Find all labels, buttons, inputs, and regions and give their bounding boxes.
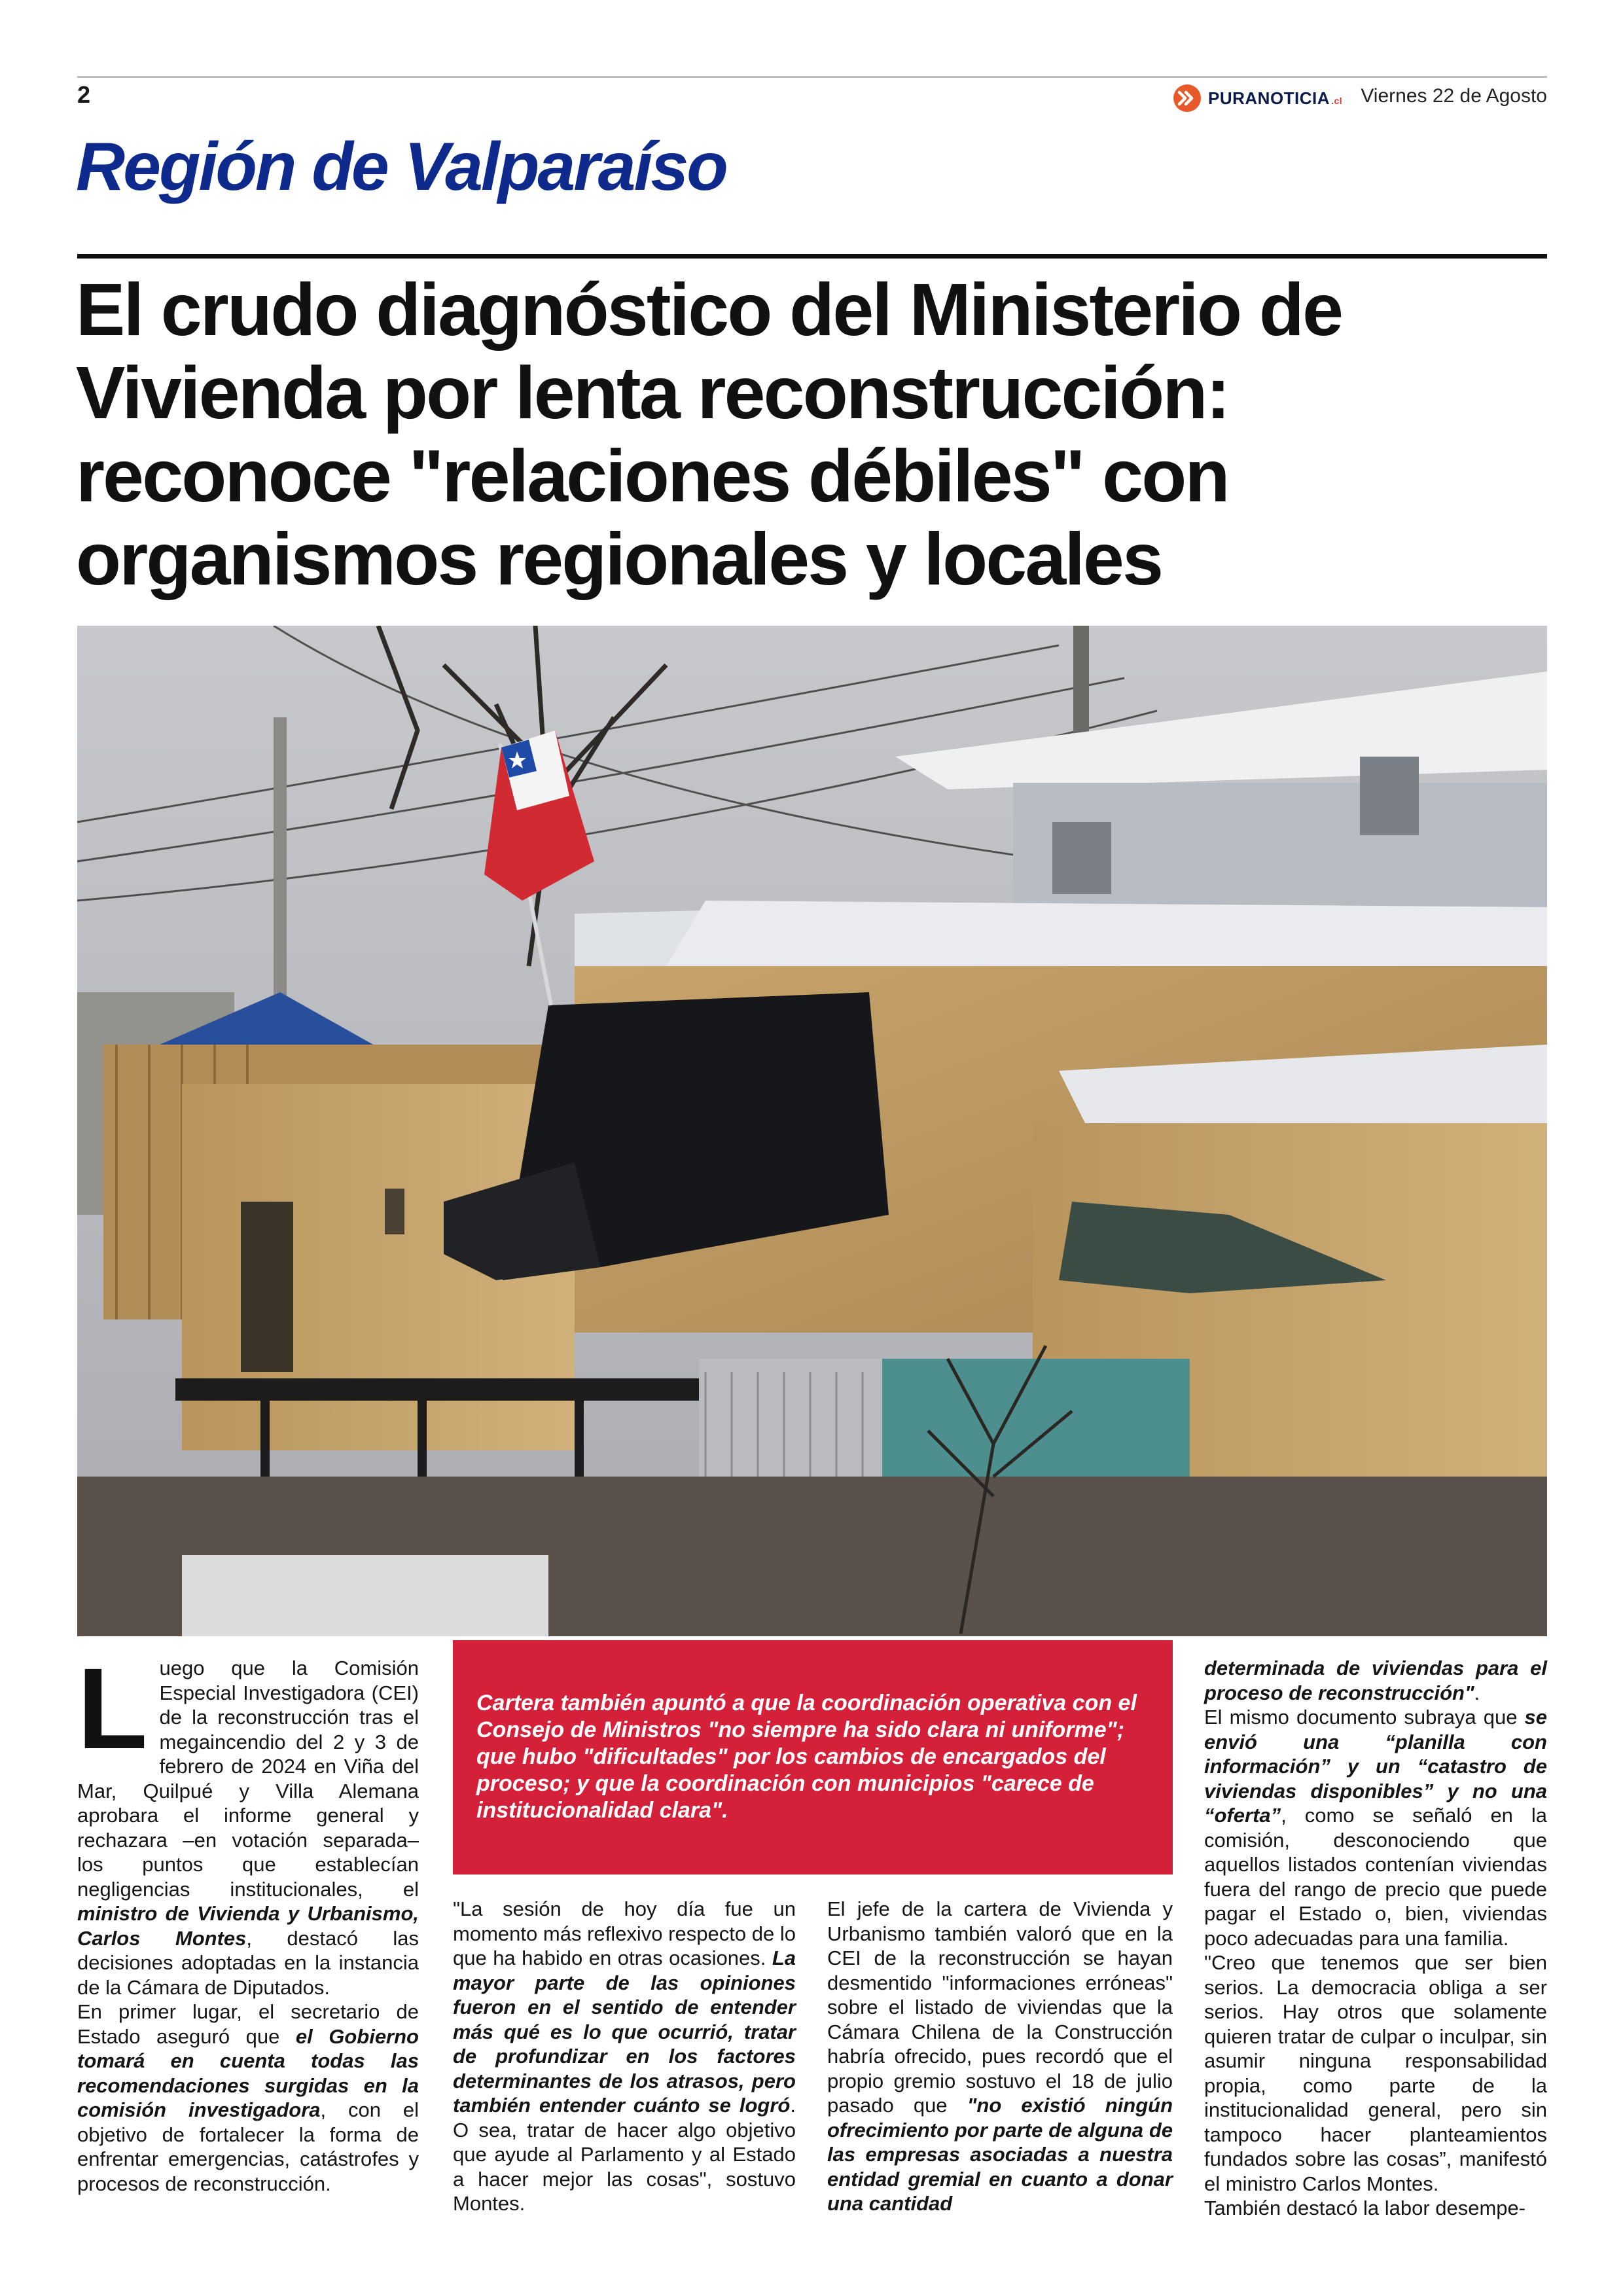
puranoticia-logo-icon: [1173, 84, 1202, 113]
pull-quote: Cartera también apuntó a que la coordinación operativa con el Consejo de Ministros "no siempre ha sido clara ni uniforme"; que hubo "dificultades" por los cambios de encargados del proceso; y que la coordinación con municipios "carece de institucionalidad clara".: [453, 1640, 1173, 1874]
article-paragraph: uego que la Comisión Especial Investigadora (CEI) de la reconstrucción tras el megaincendio del 2 y 3 de febrero de 2024 en Viña del Mar, Quilpué y Villa Alemana aprobara el informe general y rechazara –en votación separada– los puntos que establecían negligencias institucionales, el ministro de Vivienda y Urbanismo, Carlos Montes, destacó las decisiones adoptadas en la instancia de la Cámara de Diputados.: [77, 1657, 419, 1999]
drop-cap: L: [77, 1645, 148, 1773]
reconstruction-houses-photo: [77, 626, 1547, 1636]
issue-date: Viernes 22 de Agosto: [1361, 85, 1547, 107]
article-column-2: [453, 1897, 796, 2216]
headline-line: Vivienda por lenta reconstrucción:: [76, 351, 1229, 434]
headline-line: organismos regionales y locales: [76, 518, 1162, 600]
headline-line: El crudo diagnóstico del Ministerio de: [76, 268, 1342, 351]
brand-name: PURANOTICIA .cl: [1208, 88, 1343, 108]
article-column-3: [827, 1897, 1173, 2216]
article-paragraph: "La sesión de hoy día fue un momento más reflexivo respecto de lo que ha habido en otras ocasiones. La mayor parte de las opiniones fueron en el sentido de entender más qué es lo que ocurrió, tratar de profundizar en los factores determinantes de los atrasos, pero también entender cuánto se logró. O sea, tratar de hacer algo objetivo que ayude al Parlamento y al Estado a hacer mejor las cosas", sostuvo Montes.: [453, 1897, 796, 2215]
article-paragraph: El jefe de la cartera de Vivienda y Urbanismo también valoró que en la CEI de la reconstrucción se hayan desmentido "informaciones erróneas" sobre el listado de viviendas que la Cámara Chilena de la Construcción habría ofrecido, pues recordó que el propio gremio sostuvo el 18 de julio pasado que "no existió ningún ofrecimiento por parte de alguna de las empresas asociadas a nuestra entidad gremial en cuanto a donar una cantidad: [827, 1897, 1173, 2215]
lead-photo: [77, 626, 1547, 1636]
brand-logo[interactable]: [1173, 84, 1342, 113]
article-paragraph: determinada de viviendas para el proceso de reconstrucción".: [1204, 1657, 1547, 1704]
headline-rule: [77, 254, 1547, 259]
article-paragraph: En primer lugar, el secretario de Estado aseguró que el Gobierno tomará en cuenta todas las recomendaciones surgidas en la comisión investigadora, con el objetivo de fortalecer la forma de enfrentar emergencias, catástrofes y procesos de reconstrucción.: [77, 2000, 419, 2195]
brand-suffix: .cl: [1331, 95, 1343, 106]
article-column-1: [77, 1645, 419, 2196]
article-paragraph: "Creo que tenemos que ser bien serios. La democracia obliga a ser serios. Hay otros que solamente quieren tratar de culpar o inculpar, sin asumir ninguna responsabilidad propia, como parte de la institucionalidad general, pero sin tampoco hacer planteamientos fundados sobre las cosas”, manifestó el ministro Carlos Montes.: [1204, 1951, 1547, 2195]
headline-line: reconoce "relaciones débiles" con: [76, 435, 1228, 517]
article-paragraph: El mismo documento subraya que se envió una “planilla con información” y un “catastro de viviendas disponibles” y no una “oferta”, como se señaló en la comisión, desconociendo que aquellos listados contenían viviendas fuera del rango de precio que puede pagar el Estado o, bien, viviendas poco adecuadas para una familia.: [1204, 1706, 1547, 1950]
article-paragraph: También destacó la labor desempe-: [1204, 2197, 1526, 2219]
headline: [76, 268, 1548, 601]
top-rule: [77, 76, 1547, 78]
page-number: 2: [77, 81, 91, 108]
article-column-4: [1204, 1656, 1547, 2221]
section-title: Región de Valparaíso: [76, 129, 726, 205]
